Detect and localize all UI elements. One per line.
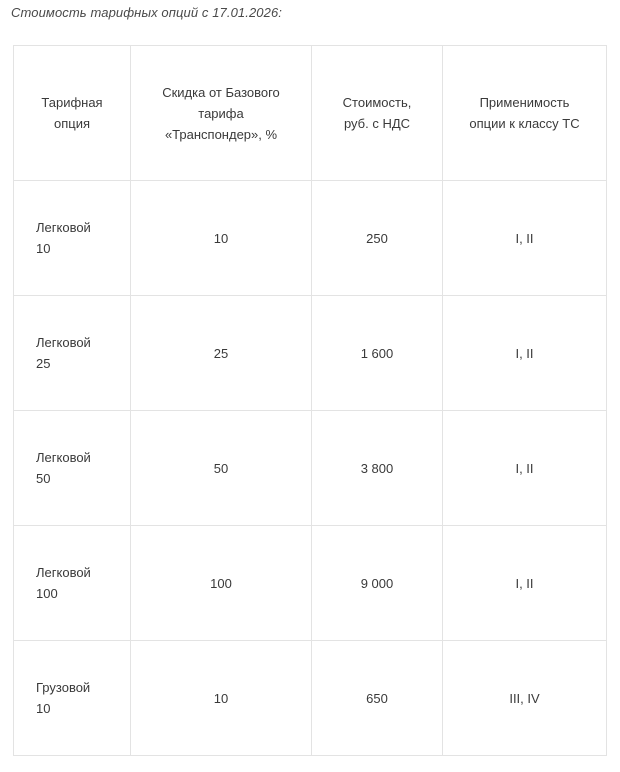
cell-cost: 250: [312, 181, 443, 296]
cell-option: [14, 181, 131, 296]
header-cost-label: Стоимость, руб. с НДС: [342, 95, 412, 131]
option-label: Легковой 10: [36, 220, 91, 256]
table-row: [14, 296, 607, 411]
header-tariff-option: [14, 46, 131, 181]
option-label: Грузовой 10: [36, 680, 91, 716]
header-discount-label: Скидка от Базового тарифа «Транспондер», %: [162, 84, 280, 142]
cell-cost: 650: [312, 641, 443, 756]
header-vehicle-class-label: Применимость опции к классу ТС: [469, 95, 580, 131]
option-label: Легковой 25: [36, 335, 91, 371]
table-row: [14, 411, 607, 526]
table-row: [14, 641, 607, 756]
header-cost: [312, 46, 443, 181]
cell-cost: 1 600: [312, 296, 443, 411]
table-caption: Стоимость тарифных опций с 17.01.2026:: [11, 5, 282, 20]
header-vehicle-class: [443, 46, 607, 181]
table-row: [14, 526, 607, 641]
header-tariff-option-label: Тарифная опция: [41, 95, 103, 131]
table-header-row: [14, 46, 607, 181]
cell-option: [14, 526, 131, 641]
cell-cost: 3 800: [312, 411, 443, 526]
cell-classes: I, II: [443, 181, 607, 296]
tariff-options-table: [13, 45, 607, 756]
table-row: [14, 181, 607, 296]
cell-classes: I, II: [443, 411, 607, 526]
cell-option: [14, 411, 131, 526]
option-label: Легковой 100: [36, 565, 91, 601]
cell-classes: III, IV: [443, 641, 607, 756]
cell-discount: 10: [131, 181, 312, 296]
header-discount: [131, 46, 312, 181]
cell-option: [14, 296, 131, 411]
cell-cost: 9 000: [312, 526, 443, 641]
cell-classes: I, II: [443, 296, 607, 411]
cell-discount: 50: [131, 411, 312, 526]
option-label: Легковой 50: [36, 450, 91, 486]
cell-discount: 25: [131, 296, 312, 411]
cell-classes: I, II: [443, 526, 607, 641]
cell-discount: 100: [131, 526, 312, 641]
cell-option: [14, 641, 131, 756]
cell-discount: 10: [131, 641, 312, 756]
